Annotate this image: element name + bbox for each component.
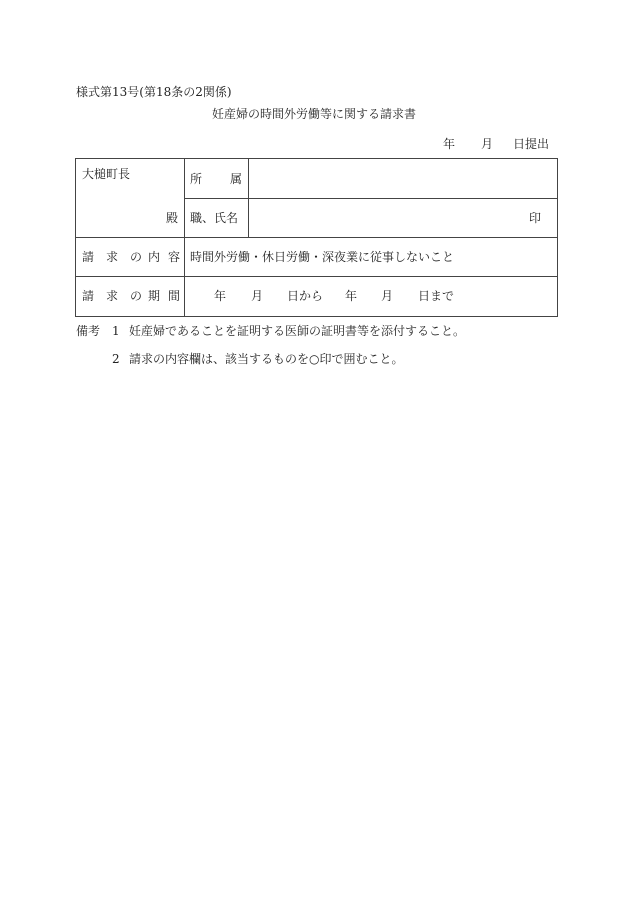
content-label: 請 bbox=[82, 250, 95, 264]
affiliation-field[interactable] bbox=[249, 159, 557, 198]
period-end-year: 年 bbox=[345, 289, 358, 303]
period-label: 間 bbox=[168, 289, 181, 303]
period-start-year: 年 bbox=[214, 289, 227, 303]
content-label: の bbox=[130, 250, 143, 264]
table-divider bbox=[75, 276, 557, 277]
period-end-day: 日まで bbox=[418, 289, 455, 303]
addressee: 大槌町長 bbox=[82, 167, 131, 181]
note-text: 請求の内容欄は、該当するものを○印で囲むこと。 bbox=[129, 352, 404, 366]
period-start-month: 月 bbox=[251, 289, 264, 303]
honorific: 殿 bbox=[166, 211, 179, 225]
period-end-month: 月 bbox=[381, 289, 394, 303]
form-number: 様式第13号(第18条の2関係) bbox=[76, 85, 232, 99]
note-number: 1 bbox=[112, 324, 120, 338]
document-title: 妊産婦の時間外労働等に関する請求書 bbox=[212, 107, 417, 121]
notes-label: 備考 bbox=[76, 324, 101, 338]
name-field[interactable] bbox=[249, 199, 557, 237]
day-label: 日提出 bbox=[513, 137, 550, 151]
period-label: 請 bbox=[82, 289, 95, 303]
table-divider bbox=[75, 237, 557, 238]
seal-mark: 印 bbox=[529, 211, 542, 225]
period-start-day: 日から bbox=[287, 289, 324, 303]
month-label: 月 bbox=[481, 137, 494, 151]
content-label: 内 bbox=[148, 250, 161, 264]
content-value: 時間外労働・休日労働・深夜業に従事しないこと bbox=[190, 250, 455, 264]
table-border-left bbox=[75, 158, 76, 316]
affiliation-label: 属 bbox=[230, 172, 243, 186]
table-divider bbox=[184, 158, 185, 316]
content-label: 求 bbox=[106, 250, 119, 264]
content-label: 容 bbox=[168, 250, 181, 264]
note-number: 2 bbox=[112, 352, 120, 366]
period-label: 求 bbox=[106, 289, 119, 303]
note-text: 妊産婦であることを証明する医師の証明書等を添付すること。 bbox=[129, 324, 466, 338]
table-border-right bbox=[557, 158, 558, 316]
period-label: 期 bbox=[148, 289, 161, 303]
affiliation-label: 所 bbox=[190, 172, 203, 186]
name-label: 職、氏名 bbox=[190, 211, 239, 225]
year-label: 年 bbox=[443, 137, 456, 151]
table-border-bottom bbox=[75, 316, 558, 317]
period-label: の bbox=[130, 289, 143, 303]
